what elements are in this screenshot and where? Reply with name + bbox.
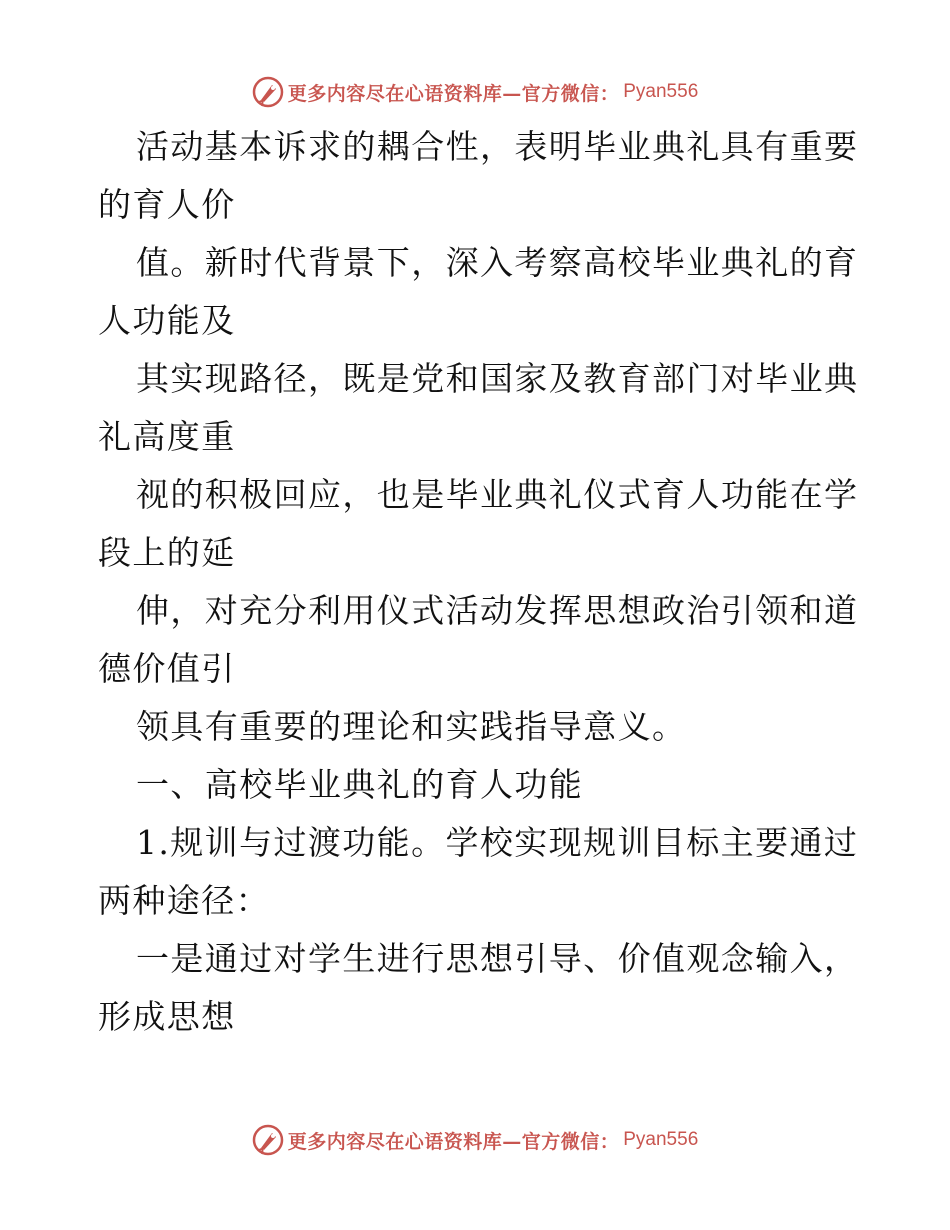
footer-banner — [0, 1120, 950, 1160]
body-line: 两种途径： — [98, 881, 270, 920]
body-line: 领具有重要的理论和实践指导意义。 — [136, 707, 687, 746]
body-line: 一是通过对学生进行思想引导、价值观念输入， — [136, 939, 859, 978]
pen-nib-logo-icon — [252, 1124, 284, 1156]
body-line: 段上的延 — [98, 533, 236, 572]
footer-promo-text: 更多内容尽在心语资料库—官方微信： — [287, 1130, 620, 1153]
footer-wechat-id: Pyan556 — [623, 1129, 699, 1150]
body-line: 活动基本诉求的耦合性，表明毕业典礼具有重要 — [136, 127, 859, 166]
body-line: 的育人价 — [98, 185, 236, 224]
body-line: 1.规训与过渡功能。学校实现规训目标主要通过 — [136, 823, 859, 862]
body-line: 德价值引 — [98, 649, 236, 688]
body-text — [98, 118, 858, 1046]
body-line: 值。新时代背景下，深入考察高校毕业典礼的育 — [136, 243, 859, 282]
body-line: 其实现路径，既是党和国家及教育部门对毕业典 — [136, 359, 859, 398]
body-line: 伸，对充分利用仪式活动发挥思想政治引领和道 — [136, 591, 859, 630]
header-banner — [0, 72, 950, 112]
section-heading: 一、高校毕业典礼的育人功能 — [136, 765, 584, 804]
pen-nib-logo-icon — [252, 76, 284, 108]
header-promo-text: 更多内容尽在心语资料库—官方微信： — [287, 82, 620, 105]
body-line: 视的积极回应，也是毕业典礼仪式育人功能在学 — [136, 475, 859, 514]
body-line: 人功能及 — [98, 301, 236, 340]
header-wechat-id: Pyan556 — [623, 81, 699, 102]
body-line: 形成思想 — [98, 997, 236, 1036]
body-line: 礼高度重 — [98, 417, 236, 456]
